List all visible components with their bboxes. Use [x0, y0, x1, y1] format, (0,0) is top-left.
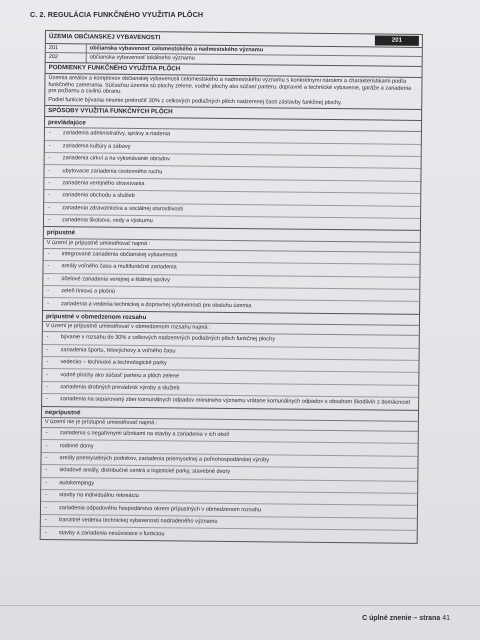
limited-intro: V území je prípustné umiestňovať v obmedzenom rozsahu najmä :: [43, 322, 419, 336]
prevailing-label: prevládajúce: [45, 117, 421, 132]
conditions-title-text: PODMIENKY FUNKČNÉHO VYUŽITIA PLÔCH: [48, 64, 181, 73]
permissible-intro: V území je prípustné umiestňovať najmä :: [44, 239, 420, 253]
list-item: - bývanie v rozsahu do 30% z celkových nadzemných podlažných plôch funkčnej plochy: [43, 332, 419, 348]
forbidden-label: neprípustné: [42, 407, 418, 422]
forbidden-intro: V území nie je prístupné umiestňovať najmä :: [42, 418, 418, 432]
section-heading: C. 2. REGULÁCIA FUNKČNÉHO VYUŽITIA PLÔCH: [30, 10, 204, 19]
limited-label: prípustné v obmedzenom rozsahu: [43, 311, 419, 326]
conditions-paragraph: Podiel funkcie bývania nesmie prekročiť 30% z celkových podlažných plôch nadzemnej časti zástavby funkčnej plochy.: [48, 97, 342, 107]
methods-title-text: SPÔSOBY VYUŽITIA FUNKČNÝCH PLÔCH: [48, 107, 173, 116]
list-item: - zariadenia odpadového hospodárstva okrem prípustných v obmedzenom rozsahu: [41, 502, 417, 518]
territory-desc: občianska vybavenosť celomestského a nadmestského významu: [89, 45, 264, 53]
list-item: - zariadenia verejného stravovania: [44, 178, 420, 194]
prevailing-list: [44, 128, 421, 230]
permissible-section: [43, 227, 420, 314]
regulation-table: [40, 30, 423, 544]
conditions-section: [45, 63, 421, 110]
list-item: - zariadenia zdravotníctva a sociálnej starostlivosti: [44, 203, 420, 219]
list-item: - zariadenia a vedenia technickej a dopravnej vybavenosti pre obsluhu územia: [43, 298, 419, 313]
territory-code: 202: [46, 53, 87, 62]
list-item: - tranzitné vedenia technickej vybavenosti nadradeného významu: [41, 515, 417, 531]
list-item: - vedecko – technické a technologické parky: [42, 357, 418, 373]
list-item: - zariadenia s negatívnymi účinkami na stavby a zariadenia v ich okolí: [42, 428, 418, 444]
list-item: - areály priemyselných podnikov, zariadenia priemyselnej a poľnohospodárskej výroby: [41, 453, 417, 469]
list-item: - zariadenia administratívy, správy a riadenia: [45, 128, 421, 144]
list-item: - zariadenia na separovaný zber komunálnych odpadov miestneho významu vrátane komunálnych odpadov s obsahom škodlivín z domácností: [42, 394, 418, 409]
limited-section: [42, 311, 419, 411]
list-item: - integrované zariadenia občianskej vybavenosti: [44, 249, 420, 265]
page-footer: [362, 615, 450, 622]
footer-label: C úplné znenie – strana: [362, 615, 441, 622]
list-item: - autokempingy: [41, 478, 417, 494]
permissible-list: [43, 249, 420, 314]
forbidden-section: [41, 407, 418, 543]
list-item: - zariadenia kultúry a zábavy: [45, 141, 421, 157]
list-item: - stavby na individuálnu rekreáciu: [41, 490, 417, 506]
list-item: - ubytovacie zariadenia cestovného ruchu: [44, 165, 420, 181]
list-item: - zariadenia obchodu a služieb: [44, 190, 420, 206]
list-item: - zariadenia športu, telovýchovy a voľného času: [43, 345, 419, 361]
territories-section: [46, 31, 422, 67]
forbidden-list: [41, 428, 418, 543]
limited-list: [42, 332, 419, 409]
conditions-paragraph: Územia areálov a komplexov občianskej vybavenosti celomestského a nadmestského významu s konkrétnymi nárokmi a charakteristikami podľa funkčného zamerania. Súčasťou územia sú plochy zelene, vodné plochy ako súčasť parteru, dopravné a technické vybavenie, garáže a zariadenia pre požiarnu a civilnú obranu.: [48, 74, 412, 96]
list-item: - stavby a zariadenia nesúvisiace s funkciou: [41, 527, 417, 542]
list-item: - zariadenia cirkví a na vykonávanie obradov: [45, 153, 421, 169]
list-item: - rodinné domy: [42, 440, 418, 456]
permissible-label: prípustné: [44, 227, 420, 242]
list-item: - účelové zariadenia verejnej a štátnej správy: [43, 274, 419, 290]
list-item: - vodné plochy ako súčasť parteru a plôch zelene: [42, 369, 418, 385]
list-item: - zariadenia školstva, vedy a výskumu: [44, 215, 420, 230]
territories-title: ÚZEMIA OBČIANSKEJ VYBAVENOSTI: [48, 33, 161, 42]
territory-code-badge: 201: [375, 35, 419, 45]
list-item: - zeleň líniovú a plošnú: [43, 286, 419, 302]
list-item: - zariadenia drobných prevádzok výroby a služieb: [42, 382, 418, 398]
list-item: - areály voľného času a multifunkčné zariadenia: [43, 261, 419, 277]
territory-code: 201: [46, 44, 87, 53]
footer-divider: [0, 605, 480, 606]
territory-desc: občianska vybavenosť lokálneho významu: [89, 54, 195, 62]
methods-section: [44, 106, 421, 231]
list-item: - skladové areály, distribučné centrá a logistické parky, stavebné dvory: [41, 465, 417, 481]
page-number: 41: [442, 615, 450, 622]
